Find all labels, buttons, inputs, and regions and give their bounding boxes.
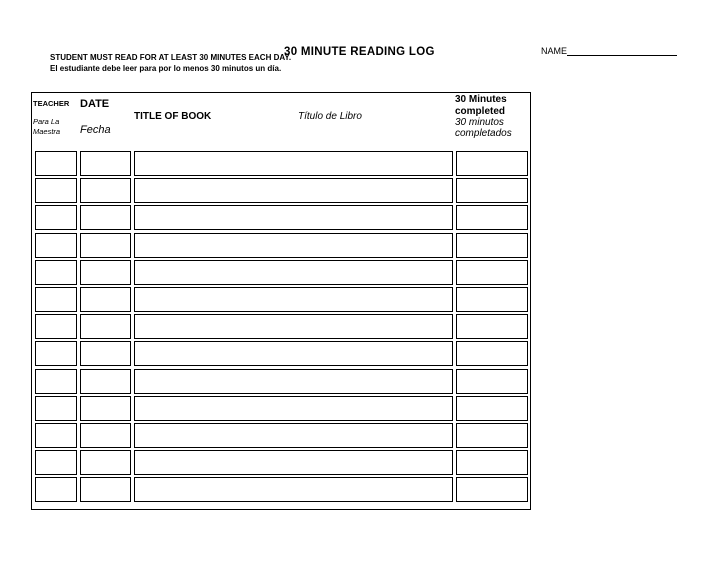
- teacher-cell[interactable]: [35, 314, 77, 339]
- date-cell[interactable]: [80, 369, 131, 394]
- header-teacher-es-1: Para La: [33, 117, 60, 126]
- minutes-cell[interactable]: [456, 341, 528, 366]
- teacher-cell[interactable]: [35, 477, 77, 502]
- header-book-title-es: Título de Libro: [298, 111, 362, 122]
- teacher-cell[interactable]: [35, 341, 77, 366]
- name-field[interactable]: [567, 55, 677, 56]
- date-cell[interactable]: [80, 205, 131, 230]
- teacher-cell[interactable]: [35, 178, 77, 203]
- minutes-cell[interactable]: [456, 205, 528, 230]
- header-date: DATE: [80, 98, 110, 110]
- teacher-cell[interactable]: [35, 260, 77, 285]
- minutes-cell[interactable]: [456, 450, 528, 475]
- book-cell[interactable]: [134, 287, 453, 312]
- book-cell[interactable]: [134, 477, 453, 502]
- minutes-cell[interactable]: [456, 233, 528, 258]
- book-cell[interactable]: [134, 341, 453, 366]
- minutes-cell[interactable]: [456, 423, 528, 448]
- minutes-cell[interactable]: [456, 369, 528, 394]
- minutes-cell[interactable]: [456, 260, 528, 285]
- minutes-cell[interactable]: [456, 396, 528, 421]
- teacher-cell[interactable]: [35, 369, 77, 394]
- teacher-cell[interactable]: [35, 287, 77, 312]
- book-cell[interactable]: [134, 205, 453, 230]
- header-minutes-es-2: completados: [455, 128, 512, 139]
- book-cell[interactable]: [134, 178, 453, 203]
- date-cell[interactable]: [80, 423, 131, 448]
- teacher-cell[interactable]: [35, 450, 77, 475]
- minutes-cell[interactable]: [456, 314, 528, 339]
- instruction-english: STUDENT MUST READ FOR AT LEAST 30 MINUTES EACH DAY.: [50, 53, 292, 62]
- page-title: 30 MINUTE READING LOG: [284, 46, 435, 58]
- date-cell[interactable]: [80, 396, 131, 421]
- date-cell[interactable]: [80, 341, 131, 366]
- minutes-cell[interactable]: [456, 287, 528, 312]
- date-cell[interactable]: [80, 233, 131, 258]
- header-date-es: Fecha: [80, 124, 111, 136]
- minutes-cell[interactable]: [456, 151, 528, 176]
- teacher-cell[interactable]: [35, 233, 77, 258]
- teacher-cell[interactable]: [35, 205, 77, 230]
- header-teacher: TEACHER: [33, 99, 70, 108]
- header-teacher-es-2: Maestra: [33, 127, 61, 136]
- name-label: NAME: [541, 46, 568, 56]
- minutes-cell[interactable]: [456, 178, 528, 203]
- book-cell[interactable]: [134, 260, 453, 285]
- date-cell[interactable]: [80, 151, 131, 176]
- teacher-cell[interactable]: [35, 423, 77, 448]
- header-book-title: TITLE OF BOOK: [134, 111, 212, 122]
- book-cell[interactable]: [134, 314, 453, 339]
- instruction-spanish: El estudiante debe leer para por lo menos 30 minutos un día.: [50, 64, 282, 73]
- date-cell[interactable]: [80, 314, 131, 339]
- date-cell[interactable]: [80, 287, 131, 312]
- header-minutes-es-1: 30 minutos: [455, 117, 504, 128]
- book-cell[interactable]: [134, 396, 453, 421]
- teacher-cell[interactable]: [35, 396, 77, 421]
- date-cell[interactable]: [80, 477, 131, 502]
- header-minutes-1: 30 Minutes: [455, 94, 507, 105]
- teacher-cell[interactable]: [35, 151, 77, 176]
- book-cell[interactable]: [134, 450, 453, 475]
- date-cell[interactable]: [80, 178, 131, 203]
- date-cell[interactable]: [80, 260, 131, 285]
- book-cell[interactable]: [134, 151, 453, 176]
- date-cell[interactable]: [80, 450, 131, 475]
- book-cell[interactable]: [134, 423, 453, 448]
- minutes-cell[interactable]: [456, 477, 528, 502]
- header-minutes-2: completed: [455, 106, 506, 117]
- book-cell[interactable]: [134, 233, 453, 258]
- book-cell[interactable]: [134, 369, 453, 394]
